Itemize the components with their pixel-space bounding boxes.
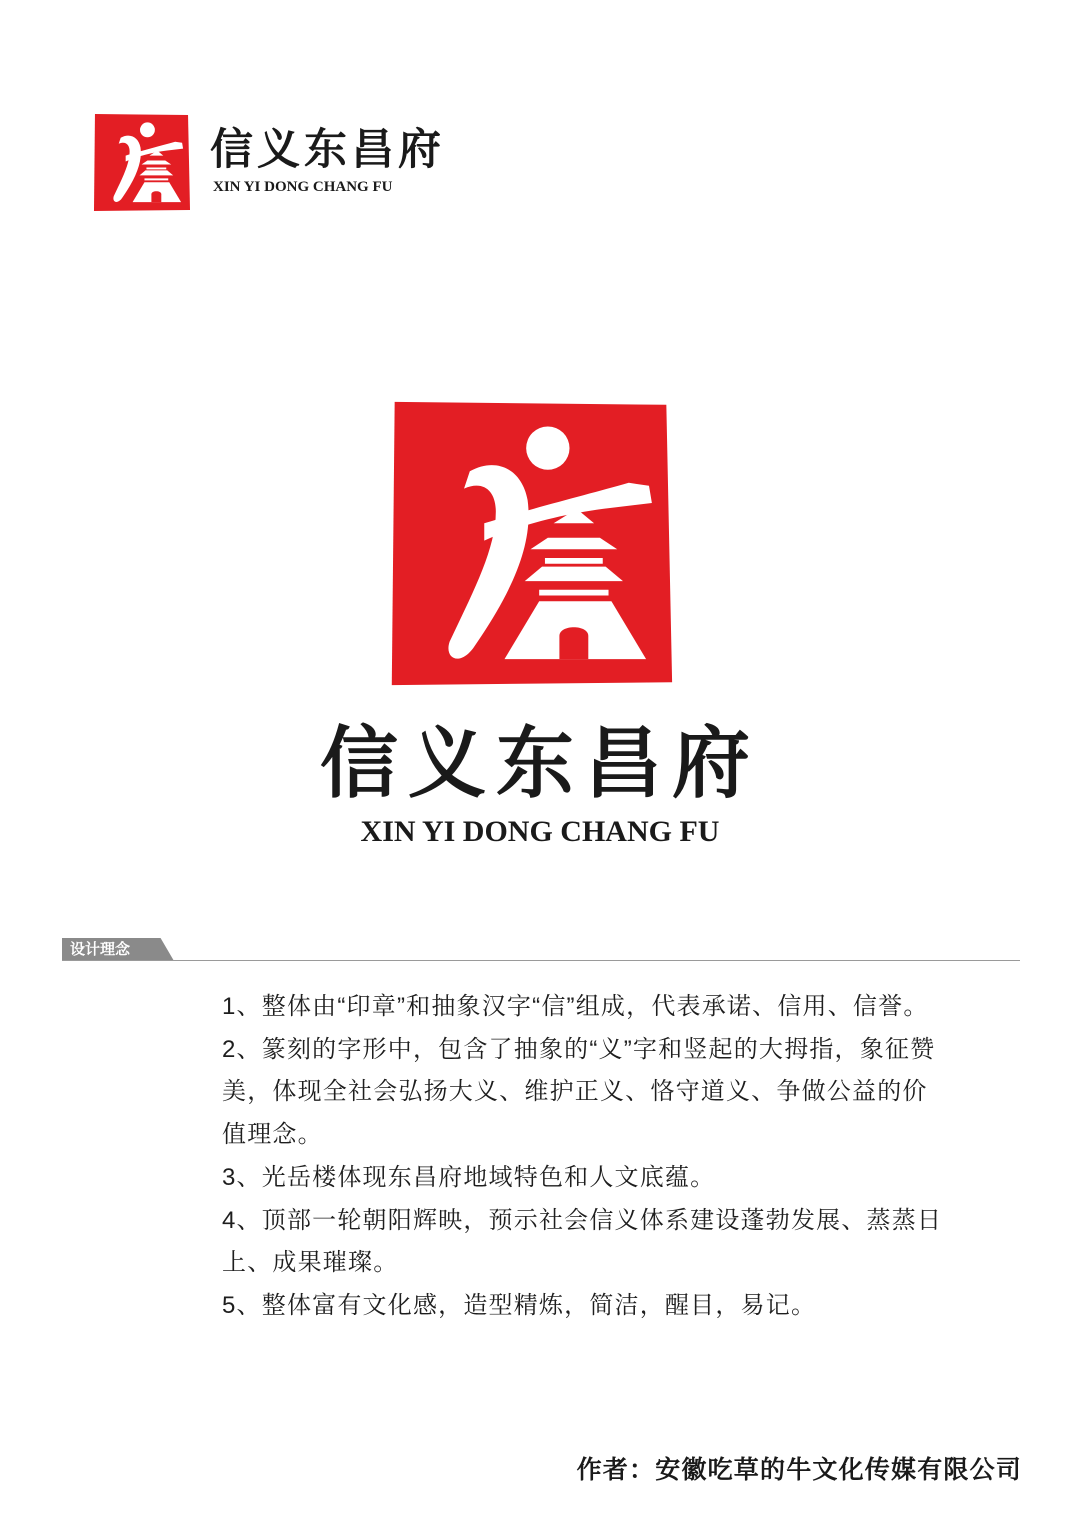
concept-item: 5、整体富有文化感，造型精炼，简洁，醒目，易记。 <box>222 1291 817 1319</box>
section-header <box>62 938 1020 962</box>
main-logo <box>0 398 1080 858</box>
author-credit: 作者：安徽吃草的牛文化传媒有限公司 <box>576 1456 1022 1484</box>
header-brand-name-cn: 信义东昌府 <box>210 125 445 175</box>
concept-list <box>222 986 952 1328</box>
section-title: 设计理念 <box>70 941 131 958</box>
seal-logo-graphic <box>386 398 675 689</box>
seal-logo-graphic <box>92 113 191 212</box>
header-brand-name-en: XIN YI DONG CHANG FU <box>213 179 393 195</box>
seal-logo-icon <box>386 398 675 689</box>
section-divider <box>62 960 1020 961</box>
header-logo <box>92 113 462 215</box>
concept-item: 1、整体由“印章”和抽象汉字“信”组成，代表承诺、信用、信誉。 <box>222 993 929 1020</box>
main-brand-name-en: XIN YI DONG CHANG FU <box>360 815 720 848</box>
concept-item: 2、篆刻的字形中，包含了抽象的“义”字和竖起的大拇指，象征赞美，体现全社会弘扬大义、维护正义、恪守道义、争做公益的价值理念。 <box>222 1035 936 1149</box>
header-wordmark <box>210 123 460 197</box>
concept-item: 4、顶部一轮朝阳辉映，预示社会信义体系建设蓬勃发展、蒸蒸日上、成果璀璨。 <box>222 1206 943 1277</box>
seal-logo-icon <box>92 113 191 212</box>
main-brand-name-cn: 信义东昌府 <box>319 718 760 809</box>
concept-item: 3、光岳楼体现东昌府地域特色和人文底蕴。 <box>222 1163 716 1191</box>
